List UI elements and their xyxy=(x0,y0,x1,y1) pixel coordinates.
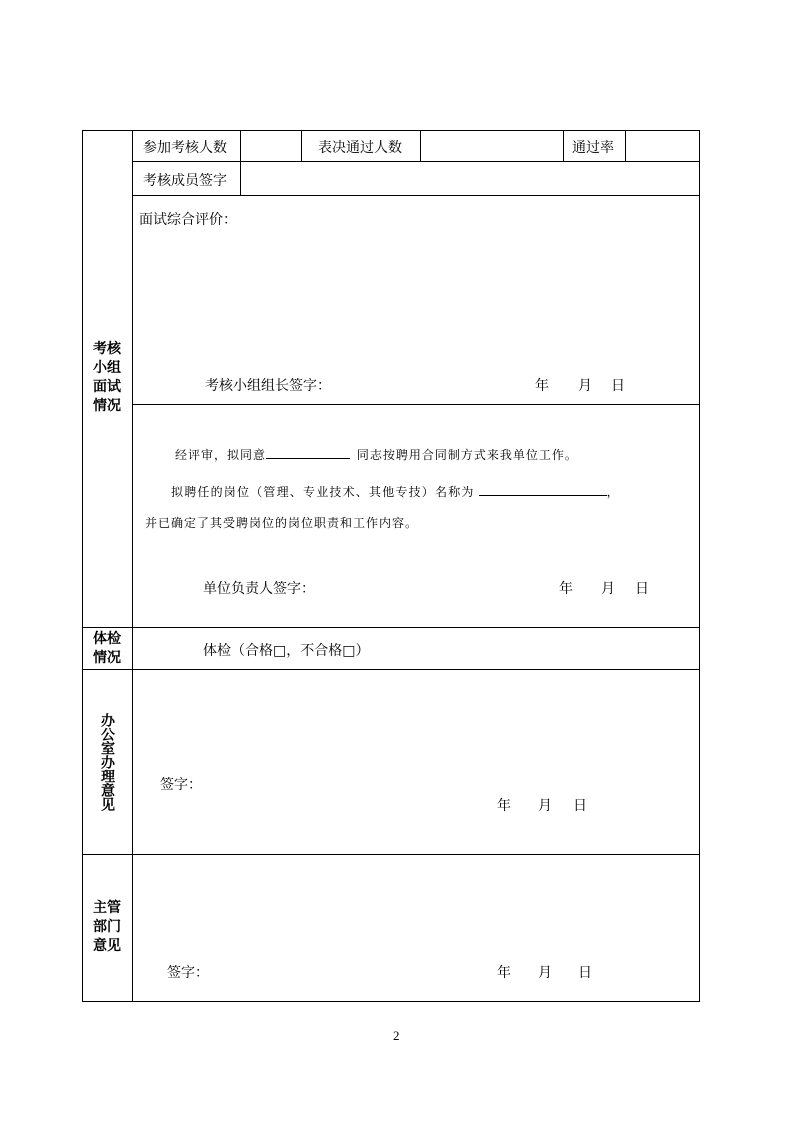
review-line-2 xyxy=(171,483,620,500)
row-divider-6 xyxy=(82,854,700,855)
table-border-left xyxy=(82,130,83,1002)
office-section-label: 办公室办理意见 xyxy=(99,713,115,811)
review-line-2-after: ， xyxy=(606,485,620,499)
table-border-right xyxy=(699,130,700,1002)
head-signature-label: 单位负责人签字： xyxy=(203,581,315,597)
department-label-line-1: 主管 xyxy=(93,900,121,916)
interview-month: 月 xyxy=(578,378,592,394)
department-year: 年 xyxy=(497,965,511,981)
medical-text: 体检（合格□，不合格□） xyxy=(203,643,370,659)
cell-divider-b xyxy=(301,130,302,161)
row-divider-5 xyxy=(82,669,700,670)
cell-divider-a xyxy=(240,130,241,195)
interview-label-line-3: 面试 xyxy=(93,379,121,395)
row-divider-3 xyxy=(132,404,700,405)
review-day: 日 xyxy=(635,581,649,597)
table-border-bottom xyxy=(82,1001,700,1002)
row-divider-4 xyxy=(82,627,700,628)
table-border-top xyxy=(82,130,700,131)
interview-label-line-1: 考核 xyxy=(93,341,121,357)
review-year: 年 xyxy=(559,581,573,597)
medical-label-line-2: 情况 xyxy=(93,650,121,666)
department-label-line-3: 意见 xyxy=(93,938,121,954)
department-signature-label: 签字： xyxy=(167,965,209,981)
members-signature-label: 考核成员签字 xyxy=(143,173,227,189)
department-month: 月 xyxy=(538,965,552,981)
medical-label-line-1: 体检 xyxy=(93,631,121,647)
interview-label-line-4: 情况 xyxy=(93,398,121,414)
review-line-1-before: 经评审，拟同意 xyxy=(175,448,267,462)
interview-year: 年 xyxy=(535,378,549,394)
row-divider-1 xyxy=(132,161,700,162)
medical-section-label xyxy=(82,630,132,668)
position-name-blank xyxy=(479,483,607,496)
label-column-divider xyxy=(132,130,133,1002)
department-section-label xyxy=(82,899,132,956)
office-month: 月 xyxy=(538,798,552,814)
review-line-2-before: 拟聘任的岗位（管理、专业技术、其他专技）名称为 xyxy=(171,485,475,499)
interview-day: 日 xyxy=(611,378,625,394)
review-month: 月 xyxy=(601,581,615,597)
office-day: 日 xyxy=(573,798,587,814)
candidate-name-blank xyxy=(266,446,350,459)
department-label-line-2: 部门 xyxy=(93,919,121,935)
cell-divider-e xyxy=(625,130,626,161)
row-divider-2 xyxy=(132,195,700,196)
leader-signature-label: 考核小组组长签字： xyxy=(205,378,331,394)
pass-rate-label: 通过率 xyxy=(572,140,614,156)
page-number: 2 xyxy=(393,1028,400,1043)
review-line-1 xyxy=(175,446,578,463)
interview-section-label xyxy=(82,340,132,416)
review-line-3: 并已确定了其受聘岗位的岗位职责和工作内容。 xyxy=(145,516,419,530)
review-line-1-after: 同志按聘用合同制方式来我单位工作。 xyxy=(356,448,578,462)
office-year: 年 xyxy=(497,798,511,814)
evaluation-label: 面试综合评价： xyxy=(139,212,237,228)
cell-divider-c xyxy=(420,130,421,161)
cell-divider-d xyxy=(563,130,564,161)
voted-label: 表决通过人数 xyxy=(318,140,402,156)
participants-label: 参加考核人数 xyxy=(143,140,227,156)
interview-label-line-2: 小组 xyxy=(93,360,121,376)
department-day: 日 xyxy=(578,965,592,981)
office-signature-label: 签字： xyxy=(160,777,202,793)
